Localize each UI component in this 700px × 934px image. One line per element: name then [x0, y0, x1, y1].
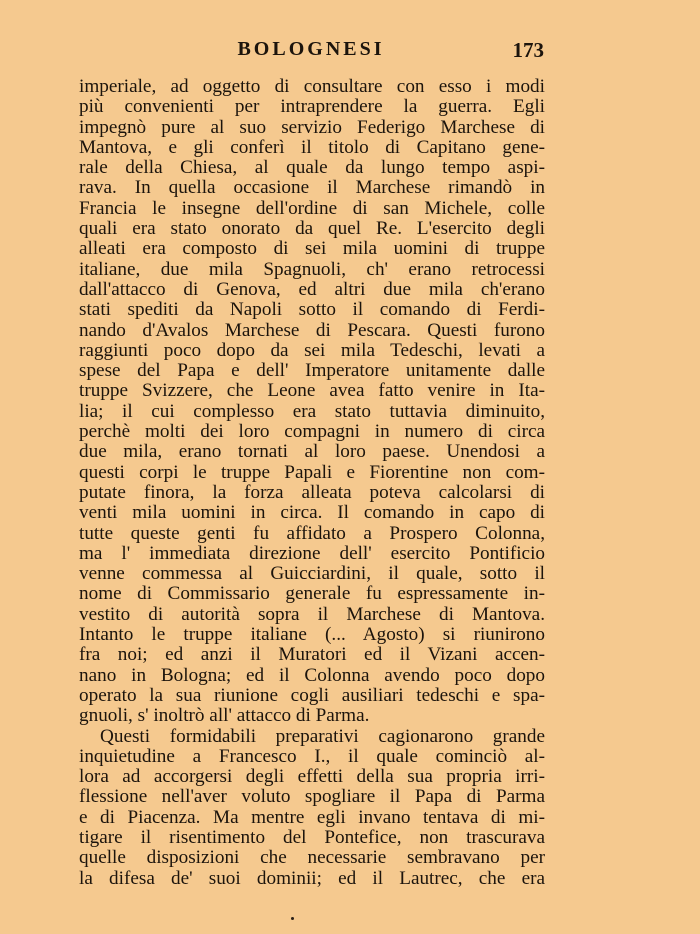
text-line: dall'attacco di Genova, ed altri due mila ch'erano — [79, 278, 545, 300]
text-line: la difesa de' suoi dominii; ed il Lautrec, che era — [79, 867, 545, 889]
text-line: raggiunti poco dopo da sei mila Tedeschi, levati a — [79, 339, 545, 361]
running-title: BOLOGNESI — [237, 38, 385, 60]
text-line: e di Piacenza. Ma mentre egli invano tentava di mi- — [79, 806, 545, 828]
text-line: inquietudine a Francesco I., il quale cominciò al- — [79, 745, 545, 767]
paragraph-end-line: gnuoli, s' inoltrò all' attacco di Parma. — [79, 705, 370, 727]
text-line: Francia le insegne dell'ordine di san Michele, colle — [79, 197, 545, 219]
text-line: quelle disposizioni che necessarie sembravano per — [79, 847, 545, 869]
text-line: lora ad accorgersi degli effetti della sua propria irri- — [79, 766, 545, 788]
text-line: rale della Chiesa, al quale da lungo tempo aspi- — [79, 157, 545, 179]
text-line: nome di Commissario generale fu espressamente in- — [79, 583, 545, 605]
body-text — [79, 77, 545, 889]
text-line: nando d'Avalos Marchese di Pescara. Questi furono — [79, 319, 545, 341]
text-line: perchè molti dei loro compagni in numero di circa — [79, 421, 545, 443]
paragraph-first-line: Questi formidabili preparativi cagionarono grande — [100, 725, 545, 747]
ink-dot — [291, 917, 294, 920]
text-line: impegnò pure al suo servizio Federigo Marchese di — [79, 116, 545, 138]
text-line: nano in Bologna; ed il Colonna avendo poco dopo — [79, 664, 545, 686]
running-head — [78, 38, 544, 66]
text-line: più convenienti per intraprendere la guerra. Egli — [79, 96, 545, 118]
text-line: rava. In quella occasione il Marchese rimandò in — [79, 177, 545, 199]
page-number: 173 — [512, 38, 544, 62]
text-line: tutte queste genti fu affidato a Prospero Colonna, — [79, 522, 545, 544]
text-line: spese del Papa e dell' Imperatore unitamente dalle — [79, 360, 545, 382]
text-line: stati spediti da Napoli sotto il comando di Ferdi- — [79, 299, 545, 321]
text-line: alleati era composto di sei mila uomini di truppe — [79, 238, 545, 260]
text-line: tigare il risentimento del Pontefice, non trascurava — [79, 826, 545, 848]
text-line: operato la sua riunione cogli ausiliari tedeschi e spa- — [79, 684, 545, 706]
text-line: fra noi; ed anzi il Muratori ed il Vizani accen- — [79, 644, 545, 666]
text-line: ma l' immediata direzione dell' esercito Pontificio — [79, 542, 545, 564]
text-line: venti mila uomini in circa. Il comando in capo di — [79, 502, 545, 524]
text-line: due mila, erano tornati al loro paese. Unendosi a — [79, 441, 545, 463]
text-line: venne commessa al Guicciardini, il quale, sotto il — [79, 563, 545, 585]
text-line: italiane, due mila Spagnuoli, ch' erano retrocessi — [79, 258, 545, 280]
text-line: Mantova, e gli conferì il titolo di Capitano gene- — [79, 136, 545, 158]
text-line: vestito di autorità sopra il Marchese di Mantova. — [79, 603, 545, 625]
text-line: questi corpi le truppe Papali e Fiorentine non com- — [79, 461, 545, 483]
text-line: Intanto le truppe italiane (... Agosto) si riunirono — [79, 624, 545, 646]
text-line: quali era stato onorato da quel Re. L'esercito degli — [79, 218, 545, 240]
text-line: flessione nell'aver voluto spogliare il Papa di Parma — [79, 786, 545, 808]
text-line: imperiale, ad oggetto di consultare con esso i modi — [79, 76, 545, 97]
text-line: lia; il cui complesso era stato tuttavia diminuito, — [79, 400, 545, 422]
text-line: putate finora, la forza alleata poteva calcolarsi di — [79, 481, 545, 503]
text-line: truppe Svizzere, che Leone avea fatto venire in Ita- — [79, 380, 545, 402]
